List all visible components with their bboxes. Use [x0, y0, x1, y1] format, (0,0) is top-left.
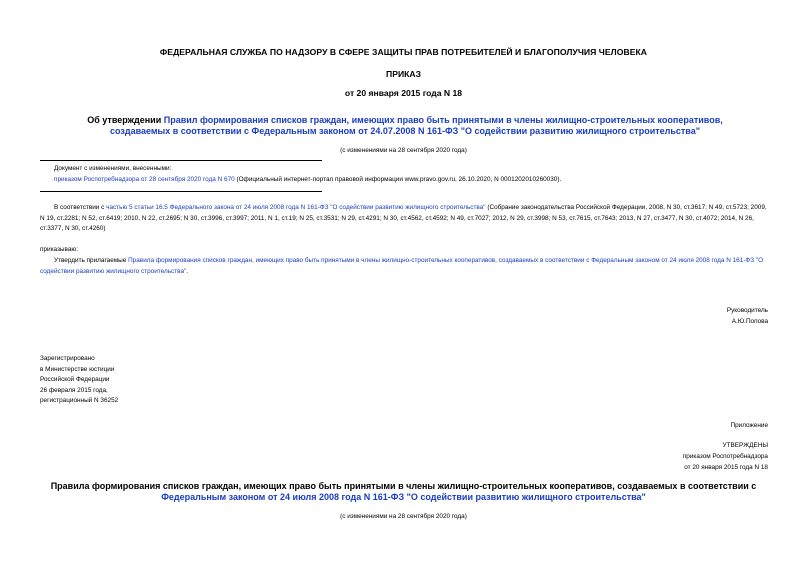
registration-line: Зарегистрировано [40, 355, 95, 362]
amendments-order-link[interactable]: приказом Роспотребнадзора от 28 сентября 2020 года N 670 [54, 176, 235, 183]
approval-changes-note: (с изменениями на 28 сентября 2020 года) [340, 147, 467, 154]
rules-title-text: Правила формирования списков граждан, имеющих право быть принятыми в члены жилищно-строительных кооперативов, создаваемых в соответствии с [50, 481, 757, 491]
doc-type-title: ПРИКАЗ [386, 69, 421, 79]
approval-prefix: Об утверждении [87, 115, 164, 125]
amendments-line [54, 175, 754, 186]
order-date-number: от 20 января 2015 года N 18 [344, 88, 463, 98]
amendments-bottom-divider [40, 191, 322, 192]
approval-heading [60, 115, 750, 137]
rules-changes-note: (с изменениями на 28 сентября 2020 года) [340, 513, 467, 520]
basis-law-link[interactable]: частью 5 статьи 16.5 Федерального закона от 24 июля 2008 года N 161-ФЗ "О содействии развитию жилищного строительства" [106, 204, 486, 211]
appendix-label: Приложение [730, 422, 768, 429]
registration-line: в Министерстве юстиции [40, 365, 115, 373]
order-prefix: Утвердить прилагаемые [54, 257, 129, 264]
registration-block [40, 354, 280, 407]
amendments-intro: Документ с изменениями, внесенными: [54, 165, 172, 172]
basis-paragraph [40, 203, 768, 235]
appendix-by-order: приказом Роспотребнадзора [682, 453, 768, 460]
approval-rules-link[interactable]: Правил формирования списков граждан, имеющих право быть принятыми в члены жилищно-строительных кооперативов, создаваемых в соответствии с Федеральным законом от 24.07.2008 N 161-ФЗ "О содействии развитию жилищного строительства" [110, 115, 723, 136]
agency-name: ФЕДЕРАЛЬНАЯ СЛУЖБА ПО НАДЗОРУ В СФЕРЕ ЗАЩИТЫ ПРАВ ПОТРЕБИТЕЛЕЙ И БЛАГОПОЛУЧИЯ ЧЕЛОВЕКА [159, 47, 648, 57]
order-tail: . [186, 267, 189, 275]
order-label: приказываю: [40, 246, 78, 253]
rules-law-link[interactable]: Федеральным законом от 24 июля 2008 года N 161-ФЗ "О содействии развитию жилищного строительства" [161, 492, 646, 502]
registration-line: Российской Федерации [40, 376, 110, 383]
appendix-order-date: от 20 января 2015 года N 18 [684, 464, 768, 471]
signature-name: А.Ю.Попова [731, 318, 768, 325]
basis-prefix: В соответствии с [54, 204, 107, 211]
order-paragraph [40, 256, 768, 277]
signature-role: Руководитель [726, 307, 768, 314]
amendments-top-divider [40, 160, 322, 161]
order-rules-link[interactable]: Правила формирования списков граждан, имеющих право быть принятыми в члены жилищно-строительных кооперативов, создаваемых в соответствии с Федеральным законом от 24 июля 2008 года N 161-ФЗ "О содействии развитию жилищного строительства" [40, 257, 764, 275]
registration-line: регистрационный N 36252 [40, 397, 119, 404]
basis-tail: (Собрание законодательства Российской Федерации, 2008, N 30, ст.3617; N 49, ст.5723; 2009, N 19, ст.2281; N 52, ст.6419; 2010, N 22, ст.2695; N 30, ст.3996, ст.3997; 2011, N 1, ст.19; N 25, ст.3531; N 29, ст.4291; N 30, ст.4562, ст.4592; N 49, ст.7027; 2012, N 29, ст.3998; N 53, ст.7615, ст.7643; 2013, N 27, ст.3477, N 30, ст.4072; 2014, N 26, ст.3377, N 30, ст.4260) [40, 204, 767, 232]
appendix-approved: УТВЕРЖДЕНЫ [722, 442, 768, 449]
registration-line: 26 февраля 2015 года, [40, 386, 108, 394]
amendments-tail: (Официальный интернет-портал правовой информации www.pravo.gov.ru, 26.10.2020, N 0001202010260030). [234, 176, 562, 183]
rules-title [50, 481, 757, 503]
